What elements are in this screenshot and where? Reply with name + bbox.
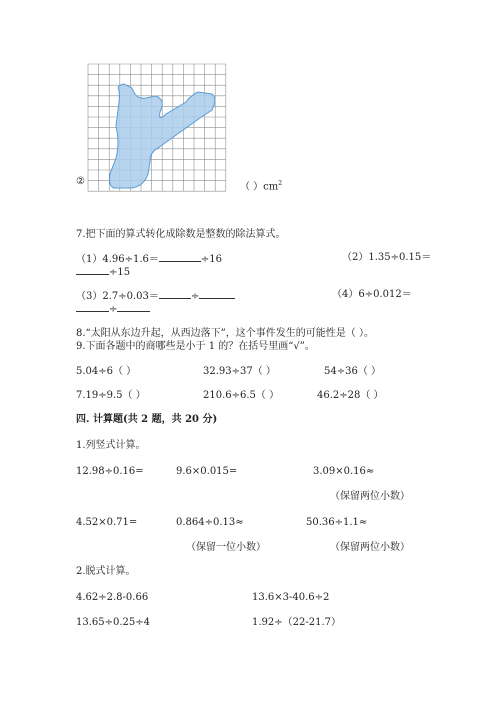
q7-part2a: （2）1.35÷0.15＝ xyxy=(342,252,432,263)
calc-item: 13.6×3-40.6÷2 xyxy=(252,592,330,603)
figure-label: ② xyxy=(76,176,85,187)
q9-text: 9.下面各题中的商哪些是小于 1 的？在括号里画“√”。 xyxy=(76,341,315,352)
q9-item: 210.6÷6.5（ ） xyxy=(203,390,280,401)
q9-item: 54÷36（ ） xyxy=(324,366,382,377)
calc-item: 50.36÷1.1≈ xyxy=(306,517,368,528)
rounding-note: （保留两位小数） xyxy=(330,542,410,553)
sub-question-title: 1.列竖式计算。 xyxy=(76,440,146,451)
q7-part4b: ÷ xyxy=(76,302,150,316)
grid-figure xyxy=(86,62,228,194)
calc-item: 4.62÷2.8-0.66 xyxy=(76,592,149,603)
calc-item: 12.98÷0.16= xyxy=(76,466,144,477)
calc-item: 9.6×0.015= xyxy=(176,466,238,477)
calc-item: 3.09×0.16≈ xyxy=(313,466,375,477)
q7-part4a: （4）6÷0.012＝ xyxy=(332,289,412,300)
q7-title: 7.把下面的算式转化成除数是整数的除法算式。 xyxy=(76,229,286,240)
calc-item: 4.52×0.71= xyxy=(76,517,138,528)
q9-item: 5.04÷6（ ） xyxy=(76,366,137,377)
area-answer: （ ）$cm^2$ xyxy=(240,180,283,193)
q7-part1: （1）4.96÷1.6＝ ÷16 xyxy=(76,254,223,265)
calc-item: 1.92÷（22-21.7） xyxy=(252,617,342,628)
calc-item: 13.65÷0.25÷4 xyxy=(76,617,151,628)
rounding-note: （保留两位小数） xyxy=(330,491,410,502)
q9-item: 32.93÷37（ ） xyxy=(203,366,276,377)
q9-item: 7.19÷9.5（ ） xyxy=(76,390,146,401)
q7-part3: （3）2.7÷0.03＝ ÷ xyxy=(76,289,235,303)
section-title: 四. 计算题(共 2 题，共 20 分) xyxy=(76,414,218,425)
sub-question-title: 2.脱式计算。 xyxy=(76,566,136,577)
q7-part2b: ÷15 xyxy=(76,265,130,279)
q8-text: 8.“太阳从东边升起，从西边落下”，这个事件发生的可能性是（ ）。 xyxy=(76,328,374,339)
q9-item: 46.2÷28（ ） xyxy=(317,390,384,401)
rounding-note: （保留一位小数） xyxy=(186,542,266,553)
calc-item: 0.864÷0.13≈ xyxy=(176,517,244,528)
